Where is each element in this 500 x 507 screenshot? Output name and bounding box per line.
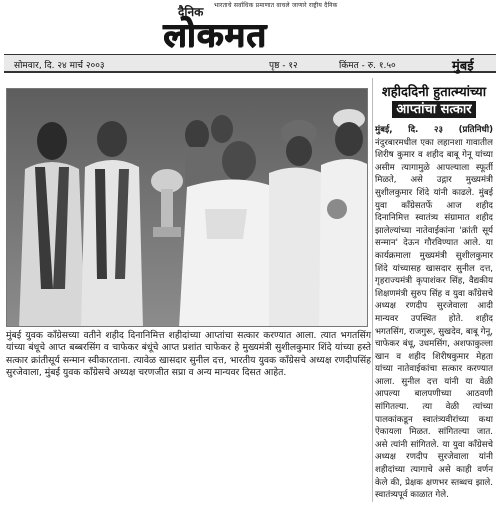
issue-date: सोमवार, दि. २४ मार्च २००३ <box>14 61 105 71</box>
column-divider <box>372 78 373 502</box>
article-body <box>375 124 493 501</box>
headline-line-2: आप्तांचा सत्कार <box>392 101 475 118</box>
article-dateline: मुंबई, दि. २३ (प्रतिनिधी) <box>375 125 493 135</box>
article-headline <box>375 85 493 118</box>
page-number: पृष्ठ - १२ <box>269 61 298 71</box>
price: किंमत - रु. १.५० <box>339 61 396 71</box>
date-bar <box>4 54 496 73</box>
masthead-logo: लोकमत <box>163 15 267 54</box>
article-text: नंदुरबारमधील एका लहानशा गावातील शिरीष कुमार व शहीद बाबू गेनू यांच्या असीम त्यागामुळे आपल्याला स्फूर्ती मिळते, असे उद्गार मुख्यमंत्री सुशीलकुमार शिंदे यांनी काढले. मुंबई युवा काँग्रेसतर्फे आज शहीद दिनानिमित्त स्वातंत्र्य संग्रामात शहीद झालेल्यांच्या नातेवाईकांना 'क्रांती सूर्य सन्मान' देऊन गौरविण्यात आले. या कार्यक्रमाला मुख्यमंत्री सुशीलकुमार शिंदे यांच्यासह खासदार सुनील दत्त, गृहराज्यमंत्री कृपाशंकर सिंह, वैद्यकीय शिक्षणमंत्री सुरुप सिंह व युवा काँग्रेसचे अध्यक्ष रणदीप सुरजेवाला आदी मान्यवर उपस्थित होते. शहीद भगतसिंग, राजगुरू, सुखदेव, बाबू गेनू, चाफेकर बंधू, उधमसिंग, अशफाकुल्ला खान व शहीद शिरीषकुमार मेहता यांच्या नातेवाईकांचा सत्कार करण्यात आला. सुनील दत्त यांनी या वेळी आपल्या बालपणीच्या आठवणी सांगितल्या. त्या वेळी त्यांच्या पालकांकडून स्वातंत्र्यवीरांच्या कथा ऐकायला मिळत. सांगितल्या जात. असे त्यांनी सांगितले. या युवा काँग्रेसचे अध्यक्ष रणदीप सुरजेवाला यांनी शहीदांच्या त्यागाचे असे काही वर्णन केले की, प्रेक्षक क्षणभर स्तब्धच झाले. स्वातंत्र्यपूर्व काळात गेले. <box>375 137 493 501</box>
headline-line-1: शहीददिनी हुतात्म्यांच्या <box>381 85 487 100</box>
news-photo <box>6 88 368 327</box>
masthead-prefix: दैनिक <box>178 5 204 19</box>
photo-caption: मुंबई युवक काँग्रेसच्या वतीने शहीद दिनानिमित्त शहीदांच्या आप्तांचा सत्कार करण्यात आला. त्यात भगतसिंग यांच्या बंधूचे आप्त बब्बरसिंग व चाफेकर बंधूंचे आप्त प्रशांत चाफेकर हे मुख्यमंत्री सुशीलकुमार शिंदे यांच्या हस्ते सत्कार क्रांतीसूर्य सन्मान स्वीकारताना. त्यावेळ खासदार सुनील दत्त, भारतीय युवक काँग्रेसचे अध्यक्ष रणदीपसिंह सुरजेवाला, मुंबई युवक काँग्रेसचे अध्यक्ष चरणजीत सप्रा व अन्य मान्यवर दिसत आहेत. <box>6 330 371 379</box>
edition-city: मुंबई <box>452 59 474 74</box>
masthead-tagline: भारताचे सर्वाधिक प्रमाणात वाचले जाणारे राष्ट्रीय दैनिक <box>214 2 338 9</box>
photo-illustration <box>7 89 368 327</box>
